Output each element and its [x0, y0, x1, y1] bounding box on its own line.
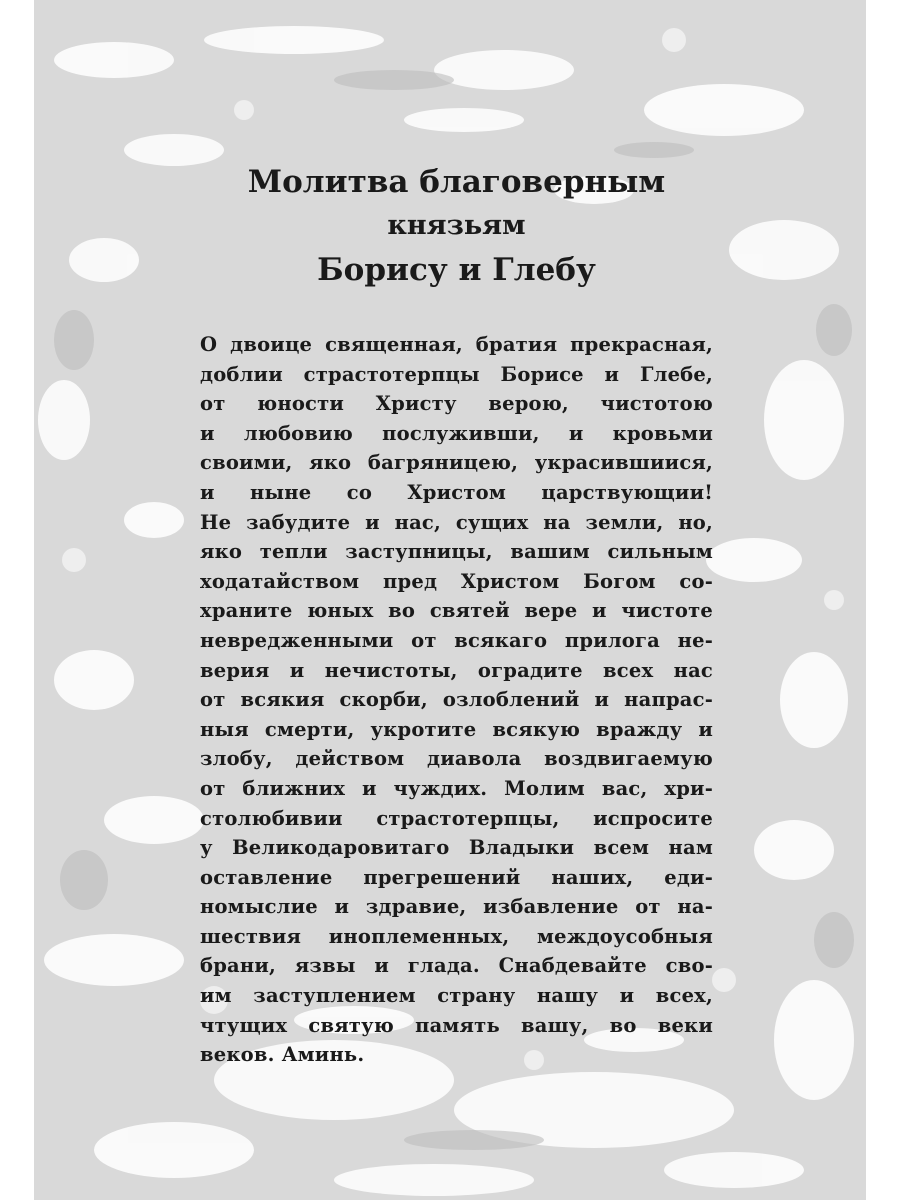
- prayer-line: верия и нечистоты, оградите всех нас: [200, 658, 713, 682]
- prayer-line: Не забудите и нас, сущих на земли, но,: [200, 510, 713, 534]
- prayer-line: им заступлением страну нашу и всех,: [200, 984, 713, 1008]
- prayer-line: яко тепли заступницы, вашим сильным: [200, 540, 713, 564]
- prayer-page: [200, 160, 713, 1070]
- prayer-line: от всякия скорби, озлоблений и напрас-: [200, 688, 713, 712]
- title-line-2: князьям: [387, 210, 526, 241]
- prayer-line: оставление прегрешений наших, еди-: [200, 865, 713, 889]
- prayer-line: брани, язвы и глада. Снабдевайте сво-: [200, 954, 713, 978]
- prayer-line: столюбивии страстотерпцы, испросите: [200, 806, 713, 830]
- prayer-line: ходатайством пред Христом Богом со-: [200, 569, 713, 593]
- prayer-line: злобу, действом диавола воздвигаемую: [200, 747, 713, 771]
- prayer-line: от ближних и чуждих. Молим вас, хри-: [200, 776, 713, 800]
- prayer-line: храните юных во святей вере и чистоте: [200, 599, 713, 623]
- prayer-line: и ныне со Христом царствующии!: [200, 480, 713, 504]
- prayer-body: [200, 330, 713, 1070]
- prayer-line: ныя смерти, укротите всякую вражду и: [200, 717, 713, 741]
- prayer-line: номыслие и здравие, избавление от на-: [200, 895, 713, 919]
- prayer-line: шествия иноплеменных, междоусобныя: [200, 924, 713, 948]
- prayer-title: [200, 160, 713, 292]
- title-line-3: Борису и Глебу: [317, 252, 596, 288]
- prayer-line: от юности Христу верою, чистотою: [200, 392, 713, 416]
- prayer-line: веков. Аминь.: [200, 1043, 365, 1067]
- prayer-line: своими, яко багряницею, украсившиися,: [200, 451, 713, 475]
- prayer-line: чтущих святую память вашу, во веки: [200, 1013, 713, 1037]
- prayer-line: доблии страстотерпцы Борисе и Глебе,: [200, 362, 713, 386]
- title-line-1: Молитва благоверным: [247, 164, 666, 200]
- prayer-line: и любовию послуживши, и кровьми: [200, 421, 713, 445]
- prayer-line: О двоице священная, братия прекрасная,: [200, 333, 713, 356]
- prayer-line: невредженными от всякаго прилога не-: [200, 628, 713, 652]
- prayer-line: у Великодаровитаго Владыки всем нам: [200, 836, 713, 860]
